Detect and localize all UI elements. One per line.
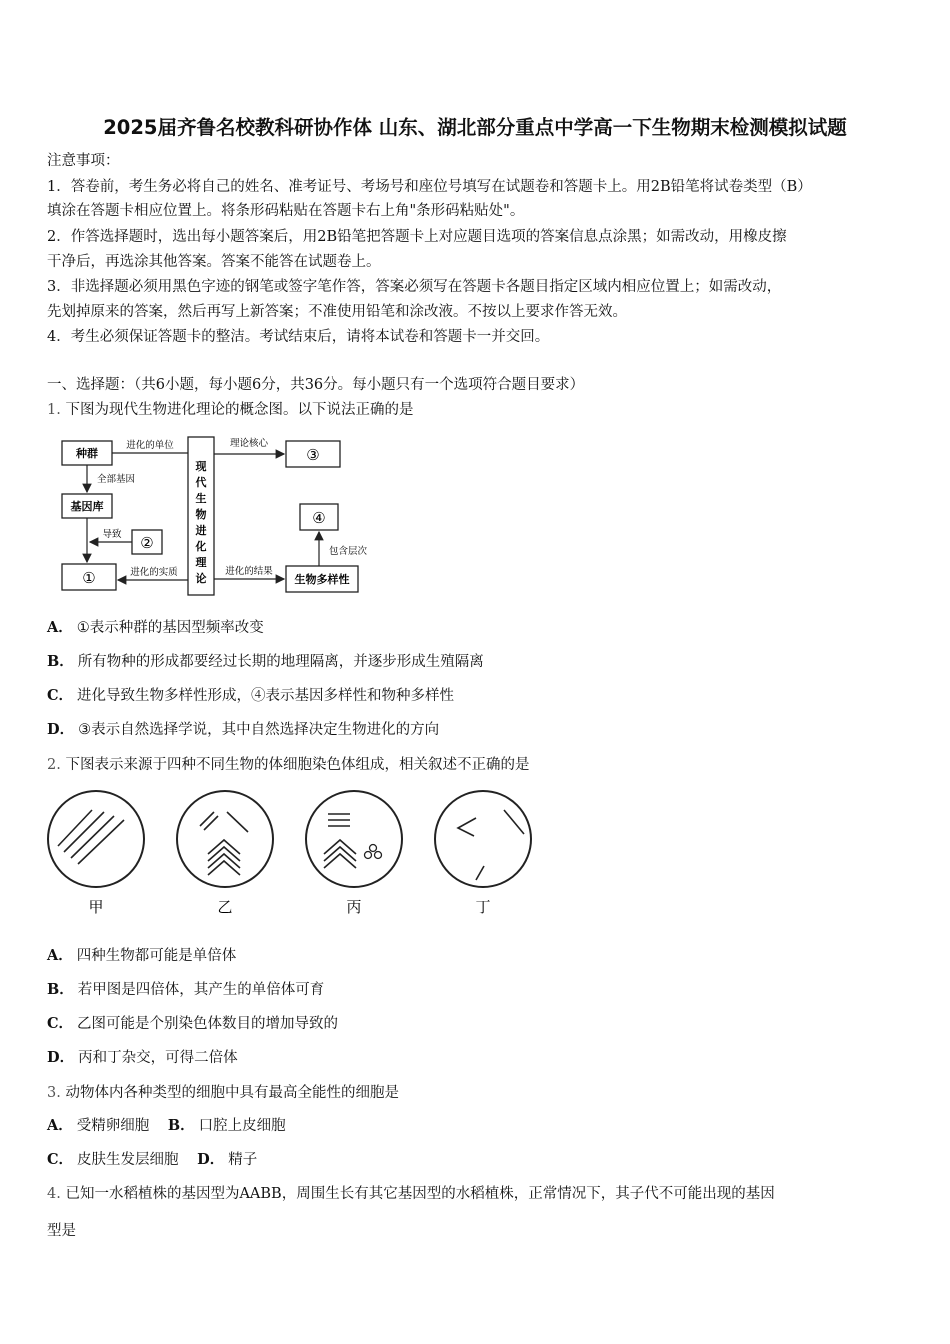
label-circle-4: ④ (312, 509, 326, 527)
theory-char: 理 (195, 556, 207, 569)
label-core: 理论核心 (229, 438, 269, 449)
option-b[interactable] (47, 653, 484, 671)
option-text: ①表示种群的基因型频率改变 (76, 620, 264, 636)
theory-char: 物 (195, 508, 207, 521)
option-letter: C． (47, 1015, 74, 1032)
box-population-label: 种群 (76, 447, 98, 460)
question-4-stem (47, 1185, 775, 1203)
option-c[interactable] (47, 687, 454, 705)
box-diversity-label: 生物多样性 (294, 573, 350, 586)
label-jia: 甲 (88, 898, 104, 916)
question-1-stem (47, 401, 413, 419)
option-letter: C． (47, 1151, 74, 1168)
option-letter: B． (47, 981, 74, 998)
theory-char: 现 (195, 460, 207, 473)
cell-jia (48, 791, 144, 887)
theory-char: 进 (195, 524, 207, 537)
label-yi: 乙 (217, 898, 233, 916)
notice-line: 4．考生必须保证答题卡的整洁。考试结束后，请将本试卷和答题卡一并交回。 (47, 329, 550, 345)
section-heading: 一、选择题：（共6小题，每小题6分，共36分。每小题只有一个选项符合题目要求） (47, 377, 585, 393)
evolution-concept-diagram (58, 432, 368, 598)
question-number: 3. (47, 1085, 61, 1101)
option-letter: A． (47, 1117, 73, 1134)
question-text: 动物体内各种类型的细胞中具有最高全能性的细胞是 (65, 1085, 399, 1101)
label-unit: 进化的单位 (126, 440, 174, 451)
option-letter: B． (47, 653, 74, 670)
option-text: 进化导致生物多样性形成，④表示基因多样性和物种多样性 (77, 688, 455, 704)
option-a[interactable] (47, 619, 264, 637)
option-text: 皮肤生发层细胞 (77, 1152, 179, 1168)
option-text: ③表示自然选择学说，其中自然选择决定生物进化的方向 (78, 722, 440, 738)
label-result: 进化的结果 (225, 566, 273, 577)
theory-char: 生 (195, 492, 207, 505)
label-bing: 丙 (346, 898, 362, 916)
label-ding: 丁 (475, 898, 491, 916)
option-a[interactable] (47, 947, 236, 965)
theory-char: 论 (195, 572, 207, 585)
notice-line: 填涂在答题卡相应位置上。将条形码粘贴在答题卡右上角"条形码粘贴处"。 (47, 203, 525, 219)
box-genepool-label: 基因库 (70, 500, 104, 513)
option-a[interactable] (47, 1118, 149, 1134)
option-c[interactable] (47, 1015, 338, 1033)
option-c[interactable] (47, 1152, 179, 1168)
question-2-stem (47, 756, 529, 774)
notice-line: 先划掉原来的答案，然后再写上新答案；不准使用铅笔和涂改液。不按以上要求作答无效。 (47, 304, 627, 320)
question-text: 已知一水稻植株的基因型为AABB，周围生长有其它基因型的水稻植株，正常情况下，其子代不可能出现的基因 (65, 1186, 775, 1202)
option-letter: B． (167, 1117, 195, 1134)
option-d[interactable] (197, 1152, 257, 1168)
cell-ding (435, 791, 531, 887)
label-allgenes: 全部基因 (96, 474, 136, 485)
question-3-stem (47, 1084, 399, 1102)
chromosome-cells-figure (44, 788, 534, 920)
notice-line: 3．非选择题必须用黑色字迹的钢笔或签字笔作答，答案必须写在答题卡各题目指定区域内相应位置上；如需改动， (47, 279, 782, 295)
option-letter: D． (47, 721, 75, 738)
notice-line: 2．作答选择题时，选出每小题答案后，用2B铅笔把答题卡上对应题目选项的答案信息点涂黑；如需改动，用橡皮擦 (47, 229, 787, 245)
cell-yi (177, 791, 273, 887)
label-causes: 导致 (102, 529, 122, 540)
option-text: 四种生物都可能是单倍体 (76, 948, 237, 964)
label-circle-2: ② (140, 534, 154, 552)
label-levels: 包含层次 (328, 546, 368, 557)
option-text: 乙图可能是个别染色体数目的增加导致的 (77, 1016, 339, 1032)
notice-heading: 注意事项： (47, 153, 120, 169)
option-letter: C． (47, 687, 74, 704)
option-row (47, 1117, 286, 1135)
option-text: 精子 (228, 1152, 258, 1168)
question-number: 1. (47, 402, 61, 418)
question-number: 2. (47, 757, 61, 773)
option-b[interactable] (47, 981, 324, 999)
option-letter: A． (47, 947, 73, 964)
question-text: 下图表示来源于四种不同生物的体细胞染色体组成，相关叙述不正确的是 (65, 757, 530, 773)
notice-line: 干净后，再选涂其他答案。答案不能答在试题卷上。 (47, 254, 381, 270)
option-letter: A． (47, 619, 73, 636)
label-circle-3: ③ (306, 446, 320, 464)
option-b[interactable] (168, 1118, 286, 1134)
page-title: 2025届齐鲁名校教科研协作体 山东、湖北部分重点中学高一下生物期末检测模拟试题 (103, 116, 847, 139)
option-row (47, 1151, 257, 1169)
option-text: 口腔上皮细胞 (198, 1118, 286, 1134)
label-circle-1: ① (82, 569, 96, 587)
question-text: 下图为现代生物进化理论的概念图。以下说法正确的是 (65, 402, 414, 418)
label-essence: 进化的实质 (130, 567, 178, 578)
option-text: 丙和丁杂交，可得二倍体 (78, 1050, 238, 1066)
option-d[interactable] (47, 1049, 238, 1067)
notice-line: 1．答卷前，考生务必将自己的姓名、准考证号、考场号和座位号填写在试题卷和答题卡上。用2B铅笔将试卷类型（B） (47, 179, 812, 195)
option-text: 所有物种的形成都要经过长期的地理隔离，并逐步形成生殖隔离 (77, 654, 484, 670)
theory-char: 化 (195, 540, 207, 553)
option-letter: D． (197, 1151, 225, 1168)
question-number: 4. (47, 1186, 61, 1202)
option-d[interactable] (47, 721, 439, 739)
question-4-stem-cont: 型是 (47, 1223, 76, 1239)
option-letter: D． (47, 1049, 75, 1066)
option-text: 若甲图是四倍体，其产生的单倍体可育 (77, 982, 325, 998)
option-text: 受精卵细胞 (76, 1118, 150, 1134)
cell-bing (306, 791, 402, 887)
theory-char: 代 (195, 476, 207, 489)
